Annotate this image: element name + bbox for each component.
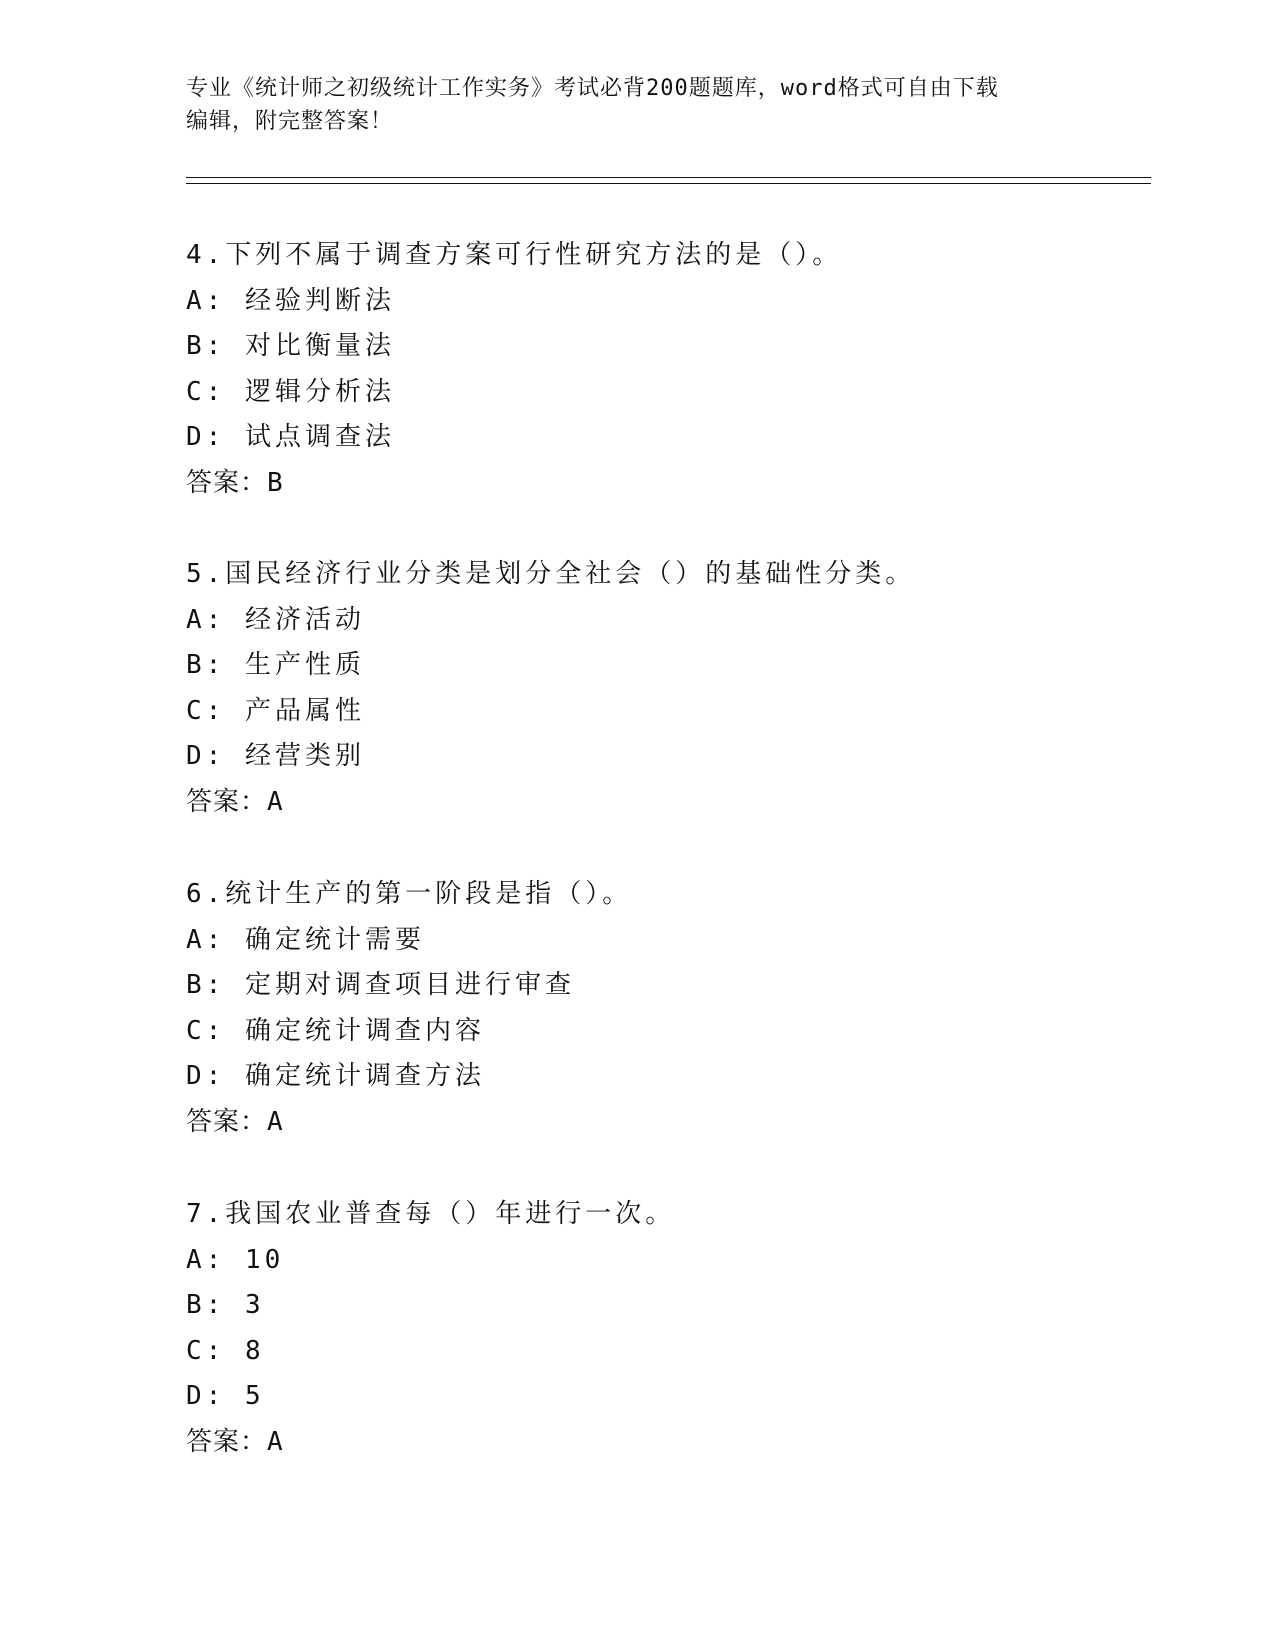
option-a: A: 确定统计需要 (186, 924, 425, 955)
option-d: D: 5 (186, 1381, 265, 1411)
answer-value: A (267, 1106, 284, 1137)
option-d: D: 经营类别 (186, 741, 365, 771)
header-line-1: 专业《统计师之初级统计工作实务》考试必背200题题库，word格式可自由下载 (186, 76, 999, 101)
answer-line (186, 461, 1146, 507)
option-c: C: 8 (186, 1335, 265, 1366)
question-stem: 6.统计生产的第一阶段是指（）。 (186, 879, 633, 909)
answer-label: 答案： (186, 786, 268, 817)
answer-value: A (267, 1426, 284, 1457)
option-b: B: 对比衡量法 (186, 331, 395, 361)
document-header (186, 72, 1066, 138)
answer-line (186, 1420, 1146, 1466)
option-a: A: 10 (186, 1244, 285, 1275)
answer-value: B (267, 467, 284, 498)
answer-label: 答案： (186, 1106, 268, 1137)
answer-line (186, 780, 1146, 826)
option-a: A: 经验判断法 (186, 285, 395, 316)
question-stem: 4.下列不属于调查方案可行性研究方法的是（）。 (186, 240, 843, 270)
option-c: C: 产品属性 (186, 695, 365, 726)
option-b: B: 定期对调查项目进行审查 (186, 970, 575, 1000)
option-d: D: 确定统计调查方法 (186, 1061, 485, 1091)
answer-label: 答案： (186, 1426, 268, 1457)
header-line-2: 编辑，附完整答案！ (186, 109, 394, 134)
answer-label: 答案： (186, 467, 268, 498)
option-a: A: 经济活动 (186, 604, 365, 635)
answer-value: A (267, 786, 284, 817)
question-block (186, 552, 1146, 825)
answer-line (186, 1100, 1146, 1146)
question-block (186, 233, 1146, 506)
option-b: B: 生产性质 (186, 650, 365, 680)
header-divider (186, 177, 1151, 184)
option-c: C: 逻辑分析法 (186, 376, 395, 407)
question-block (186, 1192, 1146, 1465)
option-c: C: 确定统计调查内容 (186, 1015, 485, 1046)
question-block (186, 872, 1146, 1145)
question-stem: 5.国民经济行业分类是划分全社会（）的基础性分类。 (186, 559, 916, 589)
question-stem: 7.我国农业普查每（）年进行一次。 (186, 1199, 676, 1229)
option-d: D: 试点调查法 (186, 422, 395, 452)
option-b: B: 3 (186, 1290, 265, 1320)
